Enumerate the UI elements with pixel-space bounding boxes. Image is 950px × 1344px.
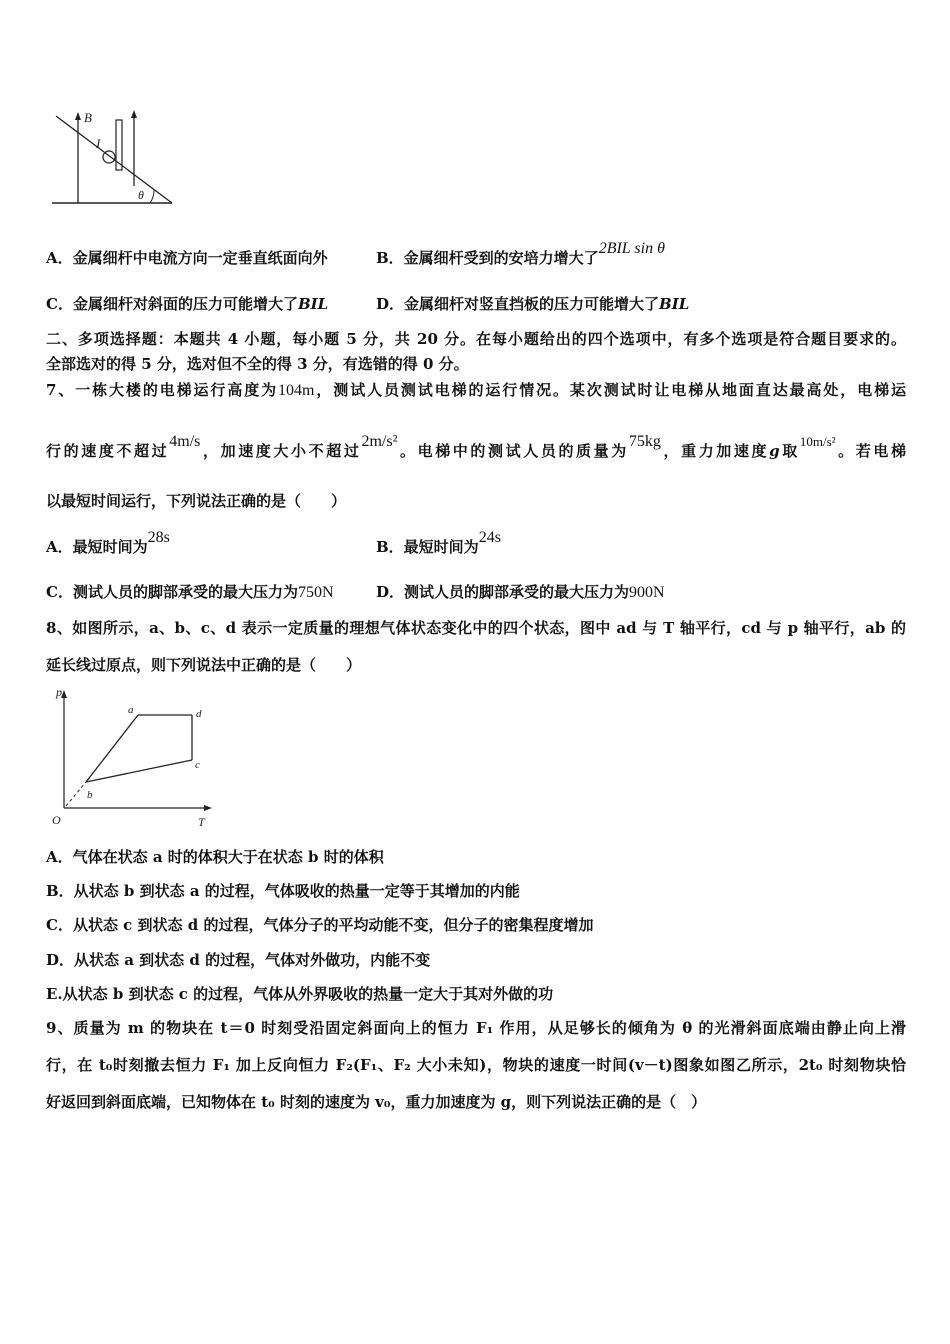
q7-option-b-value: 24s [478, 529, 501, 546]
q6-option-d [376, 294, 689, 314]
q7-l1-text-a: 7、一栋大楼的电梯运行高度为 [46, 381, 279, 399]
label-d: d [196, 708, 202, 720]
q7-option-a-value: 28s [147, 529, 170, 546]
angle-arc [150, 190, 154, 203]
q7-line3: 以最短时间运行，下列说法正确的是（ ） [46, 492, 347, 510]
segment-ba [86, 715, 138, 782]
q7-l2-text-b: ，加速度大小不超过 [200, 442, 362, 460]
q7-l2-text-a: 行的速度不超过 [46, 442, 170, 460]
incline-figure [46, 106, 186, 216]
ab-extension-dashed [66, 782, 86, 806]
q7-l2-text-f: 。若电梯 [835, 442, 906, 460]
q6-option-a [46, 248, 328, 268]
b-field-arrowhead-left [75, 112, 81, 120]
q7-l2-text-d: ，重力加速度 [660, 442, 770, 460]
label-c: c [195, 759, 200, 771]
q7-l2-text-c: 。电梯中的测试人员的质量为 [397, 442, 629, 460]
q7-option-a [46, 529, 170, 558]
b-field-arrowhead-right [131, 110, 137, 118]
q6-option-b-formula: 2BIL sin θ [598, 240, 665, 257]
label-theta: θ [138, 188, 144, 202]
label-B: B [84, 110, 92, 125]
q8-line2: 延长线过原点，则下列说法中正确的是（ ） [46, 656, 362, 674]
label-p: p [56, 685, 62, 699]
q9-line1: 9、质量为 m 的物块在 t＝0 时刻受沿固定斜面向上的恒力 F₁ 作用，从足够长的倾角为 θ 的光滑斜面底端由静止向上滑 [46, 1019, 906, 1037]
q7-option-d [376, 582, 665, 603]
q7-mass-value: 75kg [628, 433, 661, 450]
q7-option-b-text: B．最短时间为 [376, 538, 479, 556]
q7-l1-text-b: ，测试人员测试电梯的运行情况。某次测试时让电梯从地面直达最高处，电梯运 [314, 381, 906, 399]
q7-option-a-text: A．最短时间为 [46, 538, 148, 556]
q8-option-e: E.从状态 b 到状态 c 的过程，气体从外界吸收的热量一定大于其对外做的功 [46, 985, 554, 1003]
q6-option-b-text: B．金属细杆受到的安培力增大了 [376, 249, 599, 267]
q6-option-a-text: A．金属细杆中电流方向一定垂直纸面向外 [46, 249, 328, 267]
q8-line1: 8、如图所示，a、b、c、d 表示一定质量的理想气体状态变化中的四个状态，图中 ad 与 T 轴平行，cd 与 p 轴平行，ab 的 [46, 619, 906, 637]
q6-option-c-formula: BIL [297, 295, 329, 313]
q6-option-d-text: D．金属细杆对竖直挡板的压力可能增大了 [376, 295, 660, 313]
q6-option-c-text: C．金属细杆对斜面的压力可能增大了 [46, 295, 298, 313]
q6-option-c [46, 294, 328, 314]
q6-option-d-formula: BIL [659, 295, 690, 313]
q7-option-c-text: C．测试人员的脚部承受的最大压力为 [46, 583, 298, 601]
q8-option-c: C．从状态 c 到状态 d 的过程，气体分子的平均动能不变，但分子的密集程度增加 [46, 916, 594, 934]
label-I: I [96, 136, 101, 151]
q9-line3: 好返回到斜面底端，已知物体在 t₀ 时刻的速度为 v₀，重力加速度为 g，则下列说法正确的是（ ） [46, 1093, 707, 1111]
q8-option-d: D．从状态 a 到状态 d 的过程，气体对外做功，内能不变 [46, 951, 431, 969]
q7-option-b [376, 529, 501, 558]
q7-option-d-value: 900N [629, 584, 665, 601]
q6-option-b [376, 240, 665, 269]
pt-diagram [46, 684, 226, 834]
q7-height-value: 104m [278, 382, 315, 399]
q7-line2 [46, 433, 906, 462]
t-axis-arrowhead [204, 805, 212, 811]
q7-line1 [46, 380, 906, 401]
label-O: O [52, 813, 61, 827]
q8-option-b: B．从状态 b 到状态 a 的过程，气体吸收的热量一定等于其增加的内能 [46, 882, 520, 900]
q8-option-a: A．气体在状态 a 时的体积大于在状态 b 时的体积 [46, 848, 384, 866]
label-b: b [87, 789, 93, 801]
label-a: a [128, 704, 134, 716]
rod-cross-section [103, 151, 115, 163]
section2-line2: 全部选对的得 5 分，选对但不全的得 3 分，有选错的得 0 分。 [46, 355, 469, 373]
q7-speed-value: 4m/s [169, 433, 201, 450]
segment-cb [86, 760, 192, 782]
section2-line1: 二、多项选择题：本题共 4 小题，每小题 5 分，共 20 分。在每小题给出的四个选项中，有多个选项是符合题目要求的。 [46, 330, 906, 348]
q7-l2-text-e: 取 [779, 442, 800, 460]
q7-option-d-text: D．测试人员的脚部承受的最大压力为 [376, 583, 630, 601]
q7-option-c-value: 750N [297, 584, 334, 601]
q9-line2: 行，在 t₀时刻撤去恒力 F₁ 加上反向恒力 F₂(F₁、F₂ 大小未知)，物块的速度一时间(v－t)图象如图乙所示，2t₀ 时刻物块恰 [46, 1056, 906, 1074]
label-T: T [198, 815, 205, 829]
q7-gravity-value: 10m/s² [799, 434, 836, 449]
q7-accel-value: 2m/s² [361, 433, 398, 450]
q7-option-c [46, 582, 334, 603]
q7-g-symbol: g [769, 442, 780, 460]
